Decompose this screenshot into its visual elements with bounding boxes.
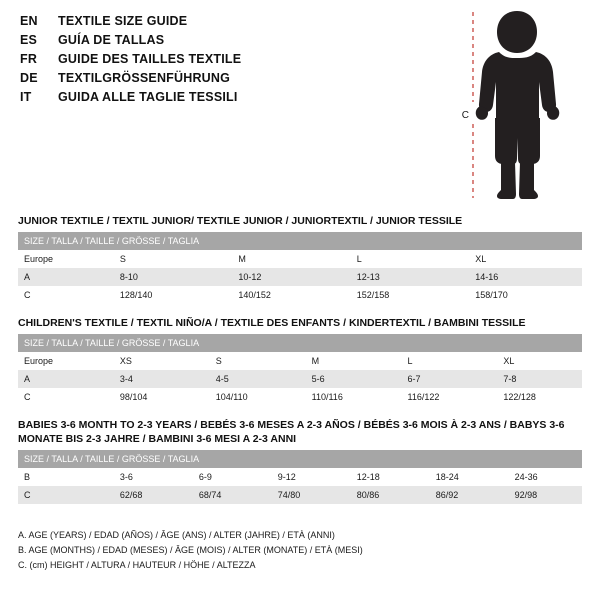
- cell-value: 18-24: [430, 468, 509, 486]
- cell-value: 104/110: [210, 388, 306, 406]
- section-junior: [18, 214, 582, 304]
- cell-value: XS: [114, 352, 210, 370]
- size-header-label: SIZE / TALLA / TAILLE / GRÖSSE / TAGLIA: [18, 232, 582, 250]
- header-block: [20, 14, 440, 109]
- row-label: C: [18, 388, 114, 406]
- child-silhouette-figure: [455, 6, 585, 201]
- cell-value: S: [210, 352, 306, 370]
- section-title-children: CHILDREN'S TEXTILE / TEXTIL NIÑO/A / TEXTILE DES ENFANTS / KINDERTEXTIL / BAMBINI TESSILE: [18, 317, 526, 329]
- cell-value: 152/158: [351, 286, 469, 304]
- guide-title-es: GUÍA DE TALLAS: [58, 33, 165, 47]
- cell-value: 62/68: [114, 486, 193, 504]
- table-row: [18, 268, 582, 286]
- language-code-it: IT: [20, 90, 32, 104]
- table-junior: [18, 232, 582, 304]
- cell-value: 158/170: [469, 286, 582, 304]
- guide-title-en: TEXTILE SIZE GUIDE: [58, 14, 188, 28]
- table-header-row: [18, 450, 582, 468]
- table-header-row: [18, 232, 582, 250]
- cell-value: 7-8: [497, 370, 582, 388]
- cell-value: 5-6: [306, 370, 402, 388]
- cell-value: M: [232, 250, 350, 268]
- table-row: [18, 250, 582, 268]
- table-row: [18, 388, 582, 406]
- cell-value: XL: [469, 250, 582, 268]
- cell-value: 140/152: [232, 286, 350, 304]
- measure-label-c: C: [461, 110, 469, 121]
- cell-value: 98/104: [114, 388, 210, 406]
- section-title-junior: JUNIOR TEXTILE / TEXTIL JUNIOR/ TEXTILE JUNIOR / JUNIORTEXTIL / JUNIOR TESSILE: [18, 215, 463, 227]
- cell-value: 3-4: [114, 370, 210, 388]
- size-header-label: SIZE / TALLA / TAILLE / GRÖSSE / TAGLIA: [18, 334, 582, 352]
- row-label: A: [18, 268, 114, 286]
- cell-value: 12-13: [351, 268, 469, 286]
- cell-value: 74/80: [272, 486, 351, 504]
- table-row: [18, 486, 582, 504]
- language-code-en: EN: [20, 14, 38, 28]
- table-children: [18, 334, 582, 406]
- table-row: [18, 370, 582, 388]
- guide-title-it: GUIDA ALLE TAGLIE TESSILI: [58, 90, 238, 104]
- size-header-label: SIZE / TALLA / TAILLE / GRÖSSE / TAGLIA: [18, 450, 582, 468]
- language-code-de: DE: [20, 71, 38, 85]
- cell-value: 24-36: [509, 468, 582, 486]
- row-label: B: [18, 468, 114, 486]
- row-label: C: [18, 486, 114, 504]
- table-babies: [18, 450, 582, 504]
- cell-value: 80/86: [351, 486, 430, 504]
- table-row: [18, 468, 582, 486]
- header-row-es: [20, 33, 440, 52]
- section-children: [18, 316, 582, 406]
- section-title-babies: BABIES 3-6 MONTH TO 2-3 YEARS / BEBÉS 3-6 MESES A 2-3 AÑOS / BÉBÉS 3-6 MOIS À 2-3 ANS / BABYS 3-6 MONATE BIS 2-3 JAHRE / BAMBINI 3-6 MESI A 2-3 ANNI: [18, 419, 565, 445]
- child-silhouette-icon: [476, 11, 560, 199]
- cell-value: XL: [497, 352, 582, 370]
- language-code-es: ES: [20, 33, 38, 47]
- cell-value: S: [114, 250, 232, 268]
- cell-value: 4-5: [210, 370, 306, 388]
- guide-title-fr: GUIDE DES TAILLES TEXTILE: [58, 52, 242, 66]
- legend-line-b: B. AGE (MONTHS) / EDAD (MESES) / ÂGE (MOIS) / ALTER (MONATE) / ETÀ (MESI): [18, 545, 363, 555]
- cell-value: 6-9: [193, 468, 272, 486]
- cell-value: 14-16: [469, 268, 582, 286]
- header-row-en: [20, 14, 440, 33]
- cell-value: 9-12: [272, 468, 351, 486]
- cell-value: 3-6: [114, 468, 193, 486]
- table-row: [18, 352, 582, 370]
- cell-value: 6-7: [402, 370, 498, 388]
- cell-value: 68/74: [193, 486, 272, 504]
- section-babies: [18, 418, 582, 504]
- table-header-row: [18, 334, 582, 352]
- legend-block: [18, 528, 582, 573]
- row-label: A: [18, 370, 114, 388]
- legend-line-a: A. AGE (YEARS) / EDAD (AÑOS) / ÂGE (ANS) / ALTER (JAHRE) / ETÀ (ANNI): [18, 530, 335, 540]
- cell-value: 128/140: [114, 286, 232, 304]
- cell-value: 8-10: [114, 268, 232, 286]
- row-label: C: [18, 286, 114, 304]
- header-row-it: [20, 90, 440, 109]
- legend-line-c: C. (cm) HEIGHT / ALTURA / HAUTEUR / HÖHE / ALTEZZA: [18, 560, 256, 570]
- cell-value: L: [402, 352, 498, 370]
- header-row-de: [20, 71, 440, 90]
- header-row-fr: [20, 52, 440, 71]
- guide-title-de: TEXTILGRÖSSENFÜHRUNG: [58, 71, 231, 85]
- table-row: [18, 286, 582, 304]
- cell-value: 10-12: [232, 268, 350, 286]
- row-label: Europe: [18, 352, 114, 370]
- cell-value: L: [351, 250, 469, 268]
- cell-value: 12-18: [351, 468, 430, 486]
- row-label: Europe: [18, 250, 114, 268]
- cell-value: 116/122: [402, 388, 498, 406]
- cell-value: 86/92: [430, 486, 509, 504]
- cell-value: 122/128: [497, 388, 582, 406]
- cell-value: 92/98: [509, 486, 582, 504]
- language-code-fr: FR: [20, 52, 38, 66]
- cell-value: M: [306, 352, 402, 370]
- cell-value: 110/116: [306, 388, 402, 406]
